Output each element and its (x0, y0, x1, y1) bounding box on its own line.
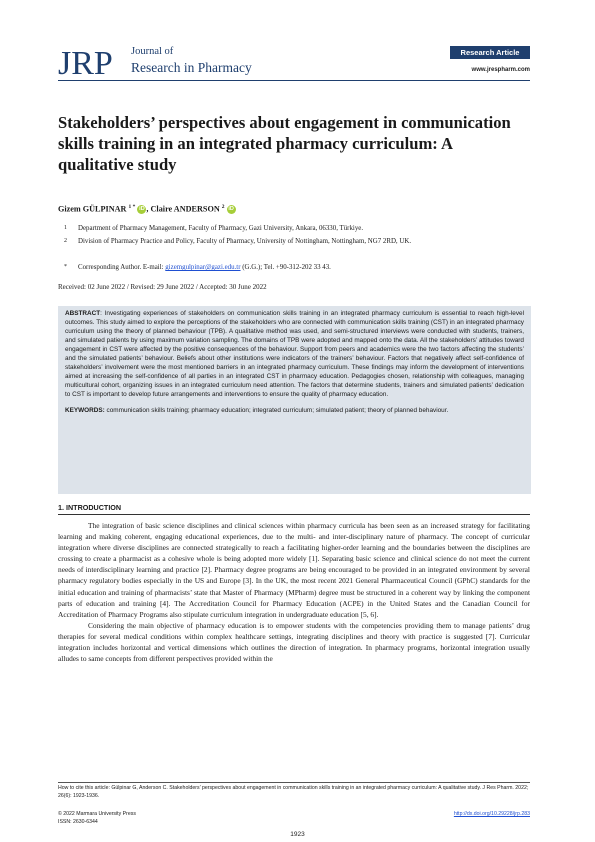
page-number: 1923 (290, 831, 305, 838)
keywords-text: communication skills training; pharmacy education; integrated curriculum; simulated patient; theory of planned behaviour. (104, 406, 449, 414)
footer-divider (58, 782, 530, 783)
keywords-label: KEYWORDS: (65, 406, 105, 414)
abstract-label: ABSTRACT (65, 310, 101, 317)
body-paragraph: Considering the main objective of pharmacy education is to empower students with the competencies providing them to manage patients’ drug therapies for several medical conditions within complex healthcare settings, integrating disciplines and theory with practice is suggested [7]. Curricular integration includes horizontal and vertical dimensions which outlines the direction of integration. In pharmacy programs, horizontal integration usually alludes to same concepts from different perspectives provided within the (58, 620, 530, 664)
orcid-icon[interactable]: iD (228, 206, 234, 213)
copyright-block (58, 811, 136, 826)
corresponding-author-text (78, 263, 530, 272)
orcid-icon[interactable]: iD (139, 206, 145, 213)
section-body (58, 520, 530, 664)
logo-text: JRP (58, 45, 113, 79)
journal-website-link[interactable]: www.jrespharm.com (471, 67, 530, 73)
issn: ISSN: 2630-6344 (58, 818, 98, 825)
author-affiliation-marker: 2 (221, 204, 225, 210)
abstract-paragraph (65, 310, 524, 400)
corresponding-author (58, 263, 530, 272)
copyright: © 2022 Marmara University Press (58, 811, 136, 817)
citation-note: How to cite this article: Gülpinar G, Anderson C. Stakeholders’ perspectives about engagement in communication skills training in an integrated pharmacy curriculum: A qualitative study. J Res Pharm. 2022; 26(6): 1923-1936. (58, 785, 529, 799)
affiliation-number: * (64, 264, 67, 270)
affiliation-item (58, 237, 530, 255)
affiliation-item (58, 224, 530, 233)
article-dates: Received: 02 June 2022 / Revised: 29 June 2022 / Accepted: 30 June 2022 (58, 283, 267, 291)
article-title: Stakeholders’ perspectives about engagement in communication skills training in an integrated pharmacy curriculum: A qualitative study (58, 113, 511, 174)
author-name: Gizem GÜLPINAR (58, 204, 127, 214)
author-affiliation-marker: 1 * (128, 204, 136, 210)
affiliation-number: 1 (64, 225, 67, 231)
doi-link[interactable]: http://dx.doi.org/10.29228/jrp.283 (453, 811, 530, 817)
article-type-badge: Research Article (450, 46, 530, 59)
email-prefix: Corresponding Author. E-mail: (78, 264, 166, 271)
journal-logo (58, 43, 120, 79)
keywords (65, 407, 524, 416)
email-link[interactable]: gizemgulpinar@gazi.edu.tr (165, 264, 241, 271)
journal-name: Research in Pharmacy (131, 60, 252, 75)
journal-of-label: Journal of (131, 46, 174, 57)
affiliation-text: Division of Pharmacy Practice and Policy, Faculty of Pharmacy, University of Nottingham, Nottingham, NG7 2RD, UK. (78, 238, 412, 245)
author-line (58, 204, 530, 214)
section-heading: 1. INTRODUCTION (58, 503, 530, 515)
abstract-box (58, 306, 531, 494)
author-separator: , (146, 204, 149, 214)
author-name: Claire ANDERSON (150, 204, 220, 214)
contact-suffix: (G.G.); Tel. +90-312-202 33 43. (240, 264, 331, 271)
affiliation-text: Department of Pharmacy Management, Faculty of Pharmacy, Gazi University, Ankara, 06330, Türkiye. (78, 225, 364, 232)
header-divider (58, 80, 530, 81)
body-paragraph: The integration of basic science disciplines and clinical sciences within pharmacy curricula has been seen as an increased strategy for facilitating learning and making coherent, engaging educational experiences, due to the multi- and inter-disciplinary nature of pharmacy. The concept of curricular integration where diverse disciplines are connected strategically to reach a facilitating higher-order learning and the boundaries between the disciplines are crossing to create a pharmacist as a cohesive whole is being adopted more widely [1]. Separating basic science and clinical science do not meet the current needs of interdisciplinary learning and practice [2]. Pharmacy degree programs are being encouraged to be provided in an integrated environment by several pharmacy regulatory bodies especially in the US and Europe [3]. In the UK, the most recent 2021 General Pharmaceutical Council (GPhC) standards for the initial education and training of pharmacists’ state that Master of Pharmacy (MPharm) degree must be structured in a coherent way by linking the component parts of education and training [4]. The Accreditation Council for Pharmacy Education (ACPE) in the United States and the Canadian Council for Accreditation of Pharmacy Programs also stipulate curriculum integration in undergraduate education [5, 6]. (58, 521, 530, 619)
abstract-text: : Investigating experiences of stakeholders on communication skills training in an integrated pharmacy curriculum is essential to reach high-level outcomes. This study aimed to explore the perceptions of the stakeholders who are connected with communication skills training (CST) in an integrated pharmacy curriculum using the theory of planned behaviour (TPB). A qualitative method was used, and semi-structured interviews were conducted with students, trainers, and simulated patients by using maximum variation sampling. The domains of TPB were adopted and mapped onto the data. All the stakeholders’ attitudes toward engagement in CST were affected by the positive consequences of the behaviour. Support from peers and academics were the two factors affecting the students’ and the simulated patients’ behaviour. Beliefs about other institutions were indicators of the trainers’ behaviour. Factors that negatively affect self-confidence of stakeholders’ involvement were the most mentioned barriers in an integrated pharmacy curriculum. These findings may inform the development of interventions aimed at increasing the self-confidence of all parties in an integrated CST in pharmacy education. Pedagogies chosen, relationship with colleagues, managing multicultural cohort, organizing issues in an integrated curriculum need attention. The factors that determine students, trainers and simulated patients’ dedication to CST is important to develop future arrangements and interventions to ensure the quality of pharmacy education. (65, 310, 524, 398)
affiliation-number: 2 (64, 238, 67, 244)
